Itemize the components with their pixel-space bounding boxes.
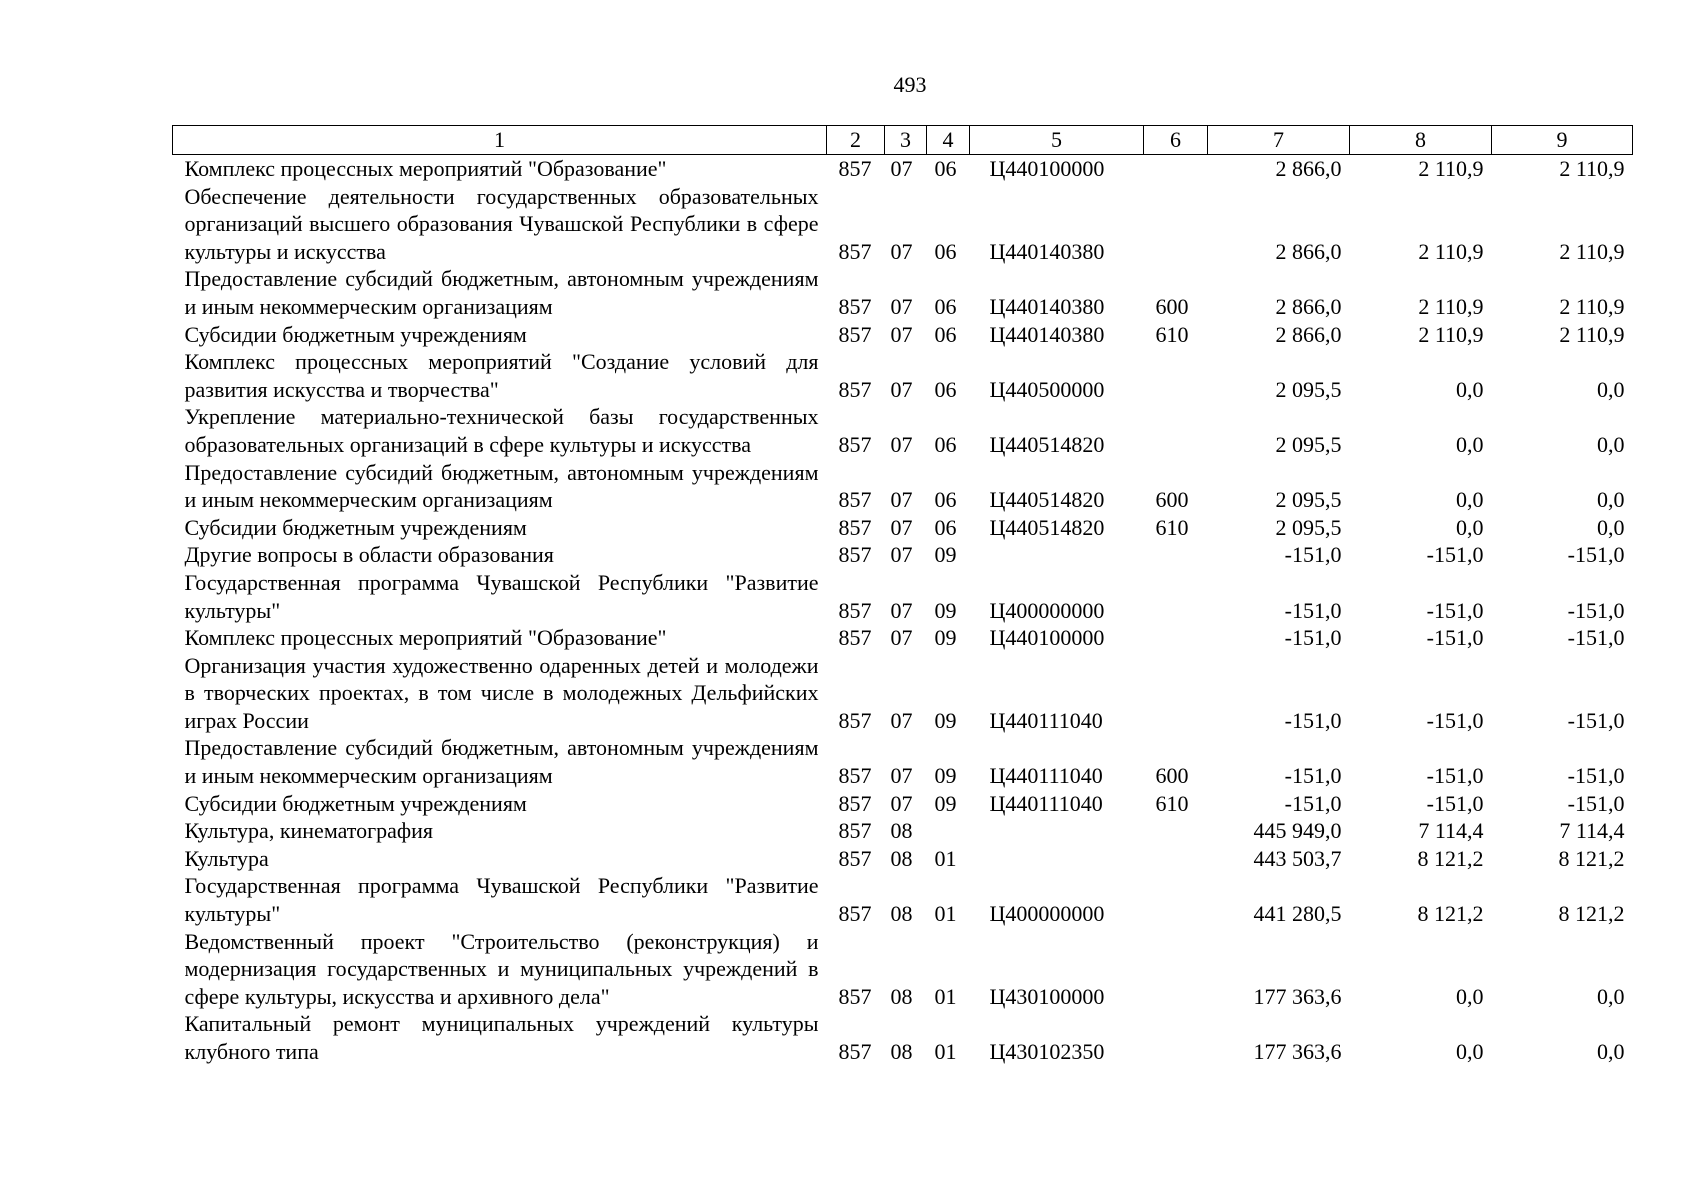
row-description: Комплекс процессных мероприятий "Образование"	[184, 625, 667, 651]
subsection-code: 01	[934, 1039, 957, 1064]
row-description: Организация участия художественно одаренных детей и молодежи в творческих проектах, в том числе в молодежных Дельфийских играх России	[184, 652, 819, 733]
expense-type-code: 600	[1155, 763, 1189, 789]
subsection-code: 06	[934, 293, 957, 319]
amount-col-9: -151,0	[1567, 597, 1625, 623]
target-article-code: Ц440514820	[989, 431, 1105, 457]
table-row	[173, 348, 1633, 403]
amount-col-8: 8 121,2	[1417, 845, 1484, 871]
amount-col-9: 0,0	[1597, 1039, 1625, 1064]
subsection-code: 09	[934, 790, 957, 816]
amount-col-8: 8 121,2	[1417, 901, 1484, 927]
amount-col-8: 0,0	[1456, 983, 1484, 1009]
row-description: Другие вопросы в области образования	[184, 542, 554, 568]
subsection-code: 06	[934, 431, 957, 457]
amount-col-7: 2 866,0	[1275, 156, 1342, 181]
amount-col-7: 2 095,5	[1275, 431, 1342, 457]
amount-col-8: 7 114,4	[1418, 818, 1484, 844]
target-article-code: Ц440514820	[989, 514, 1105, 540]
subsection-code: 01	[934, 901, 957, 927]
budget-table	[172, 125, 1633, 1066]
ministry-code: 857	[838, 293, 872, 319]
subsection-code: 06	[934, 487, 957, 513]
target-article-code: Ц400000000	[989, 597, 1105, 623]
table-row	[173, 652, 1633, 735]
amount-col-9: -151,0	[1567, 790, 1625, 816]
target-article-code: Ц440500000	[989, 376, 1105, 402]
amount-col-7: 441 280,5	[1253, 901, 1342, 927]
amount-col-9: 7 114,4	[1559, 818, 1625, 844]
subsection-code: 06	[934, 514, 957, 540]
table-row	[173, 790, 1633, 818]
section-code: 07	[890, 597, 913, 623]
amount-col-8: 2 110,9	[1418, 293, 1484, 319]
amount-col-9: -151,0	[1567, 625, 1625, 651]
target-article-code: Ц440514820	[989, 487, 1105, 513]
row-description: Комплекс процессных мероприятий "Образование"	[184, 156, 667, 181]
header-row	[173, 126, 1633, 155]
amount-col-7: 2 866,0	[1275, 238, 1342, 264]
section-code: 08	[890, 1039, 913, 1064]
row-description: Культура	[184, 845, 269, 871]
section-code: 08	[890, 983, 913, 1009]
amount-col-8: -151,0	[1426, 542, 1484, 568]
ministry-code: 857	[838, 845, 872, 871]
amount-col-9: -151,0	[1567, 763, 1625, 789]
expense-type-code: 610	[1155, 514, 1189, 540]
section-code: 07	[890, 321, 913, 347]
section-code: 07	[890, 763, 913, 789]
target-article-code: Ц430102350	[989, 1039, 1105, 1064]
table-row	[173, 845, 1633, 873]
target-article-code: Ц440140380	[989, 293, 1105, 319]
row-description: Обеспечение деятельности государственных образовательных организаций высшего образования Чувашской Республики в сфере культуры и искусства	[184, 183, 819, 264]
expense-type-code	[1144, 845, 1208, 873]
amount-col-9: 2 110,9	[1559, 238, 1625, 264]
subsection-code: 01	[934, 983, 957, 1009]
row-description: Субсидии бюджетным учреждениям	[184, 514, 527, 540]
amount-col-8: -151,0	[1426, 763, 1484, 789]
ministry-code: 857	[838, 156, 872, 181]
row-description: Предоставление субсидий бюджетным, автономным учреждениям и иным некоммерческим организациям	[184, 266, 819, 319]
subsection-code: 06	[934, 156, 957, 181]
expense-type-code	[1144, 348, 1208, 403]
amount-col-7: 2 095,5	[1275, 487, 1342, 513]
expense-type-code: 600	[1155, 487, 1189, 513]
amount-col-9: 0,0	[1597, 514, 1625, 540]
expense-type-code	[1144, 541, 1208, 569]
table-row	[173, 624, 1633, 652]
amount-col-9: 0,0	[1597, 487, 1625, 513]
ministry-code: 857	[838, 487, 872, 513]
row-description: Капитальный ремонт муниципальных учреждений культуры клубного типа	[184, 1011, 819, 1064]
expense-type-code	[1144, 652, 1208, 735]
section-code: 07	[890, 156, 913, 181]
amount-col-7: 2 866,0	[1275, 321, 1342, 347]
target-article-code: Ц400000000	[989, 901, 1105, 927]
amount-col-9: 8 121,2	[1558, 901, 1625, 927]
amount-col-7: 177 363,6	[1253, 983, 1342, 1009]
subsection-code: 06	[934, 376, 957, 402]
amount-col-9: 2 110,9	[1559, 321, 1625, 347]
expense-type-code: 610	[1155, 790, 1189, 816]
section-code: 08	[890, 901, 913, 927]
expense-type-code	[1144, 569, 1208, 624]
expense-type-code	[1144, 872, 1208, 927]
ministry-code: 857	[838, 321, 872, 347]
ministry-code: 857	[838, 431, 872, 457]
expense-type-code: 600	[1155, 293, 1189, 319]
row-description: Культура, кинематография	[184, 818, 434, 844]
amount-col-8: 0,0	[1456, 1039, 1484, 1064]
col-header-1: 1	[173, 126, 827, 155]
amount-col-7: 443 503,7	[1253, 845, 1342, 871]
col-header-3: 3	[885, 126, 927, 155]
amount-col-7: -151,0	[1284, 542, 1342, 568]
table-row	[173, 183, 1633, 266]
table-row	[173, 734, 1633, 789]
ministry-code: 857	[838, 376, 872, 402]
amount-col-9: 0,0	[1597, 983, 1625, 1009]
amount-col-8: 0,0	[1456, 514, 1484, 540]
amount-col-7: 2 095,5	[1275, 514, 1342, 540]
target-article-code	[970, 845, 1144, 873]
row-description: Субсидии бюджетным учреждениям	[184, 790, 527, 816]
amount-col-7: 2 866,0	[1275, 293, 1342, 319]
table-row	[173, 321, 1633, 349]
col-header-5: 5	[970, 126, 1144, 155]
ministry-code: 857	[838, 625, 872, 651]
target-article-code: Ц440140380	[989, 321, 1105, 347]
amount-col-8: -151,0	[1426, 597, 1484, 623]
subsection-code: 09	[934, 763, 957, 789]
expense-type-code	[1144, 1010, 1208, 1065]
section-code: 07	[890, 431, 913, 457]
subsection-code: 06	[934, 321, 957, 347]
ministry-code: 857	[838, 514, 872, 540]
expense-type-code	[1144, 183, 1208, 266]
subsection-code	[927, 817, 970, 845]
ministry-code: 857	[838, 901, 872, 927]
amount-col-8: 2 110,9	[1418, 156, 1484, 181]
ministry-code: 857	[838, 542, 872, 568]
col-header-2: 2	[827, 126, 885, 155]
amount-col-8: 0,0	[1456, 431, 1484, 457]
subsection-code: 09	[934, 707, 957, 733]
target-article-code: Ц440100000	[989, 625, 1105, 651]
amount-col-8: -151,0	[1426, 707, 1484, 733]
amount-col-7: -151,0	[1284, 625, 1342, 651]
ministry-code: 857	[838, 597, 872, 623]
ministry-code: 857	[838, 1039, 872, 1064]
amount-col-9: 0,0	[1597, 431, 1625, 457]
target-article-code: Ц440100000	[989, 156, 1105, 181]
amount-col-8: 0,0	[1456, 376, 1484, 402]
section-code: 08	[890, 845, 913, 871]
target-article-code	[970, 541, 1144, 569]
page-number: 493	[893, 72, 927, 97]
table-row	[173, 817, 1633, 845]
col-header-6: 6	[1144, 126, 1208, 155]
amount-col-8: 0,0	[1456, 487, 1484, 513]
row-description: Предоставление субсидий бюджетным, автономным учреждениям и иным некоммерческим организациям	[184, 735, 819, 789]
section-code: 07	[890, 487, 913, 513]
col-header-7: 7	[1208, 126, 1350, 155]
target-article-code: Ц440111040	[989, 763, 1103, 789]
table-row	[173, 265, 1633, 320]
table-row	[173, 514, 1633, 542]
amount-col-7: -151,0	[1284, 707, 1342, 733]
amount-col-9: -151,0	[1567, 707, 1625, 733]
expense-type-code	[1144, 155, 1208, 183]
expense-type-code	[1144, 403, 1208, 458]
subsection-code: 09	[934, 542, 957, 568]
section-code: 07	[890, 790, 913, 816]
subsection-code: 01	[934, 845, 957, 871]
section-code: 07	[890, 514, 913, 540]
table-row	[173, 541, 1633, 569]
subsection-code: 09	[934, 625, 957, 651]
col-header-4: 4	[927, 126, 970, 155]
table-row	[173, 569, 1633, 624]
expense-type-code	[1144, 928, 1208, 1011]
row-description: Предоставление субсидий бюджетным, автономным учреждениям и иным некоммерческим организациям	[184, 459, 819, 513]
table-row	[173, 928, 1633, 1011]
table-row	[173, 155, 1633, 183]
target-article-code: Ц440111040	[989, 790, 1103, 816]
row-description: Субсидии бюджетным учреждениям	[184, 321, 527, 347]
section-code: 07	[890, 707, 913, 733]
amount-col-9: 0,0	[1597, 376, 1625, 402]
ministry-code: 857	[838, 983, 872, 1009]
row-description: Комплекс процессных мероприятий "Создание условий для развития искусства и творчества"	[184, 349, 819, 402]
amount-col-8: 2 110,9	[1418, 238, 1484, 264]
amount-col-8: 2 110,9	[1418, 321, 1484, 347]
amount-col-9: 8 121,2	[1558, 845, 1625, 871]
expense-type-code	[1144, 817, 1208, 845]
amount-col-7: 177 363,6	[1253, 1039, 1342, 1064]
ministry-code: 857	[838, 818, 872, 844]
target-article-code: Ц440111040	[989, 707, 1103, 733]
amount-col-9: -151,0	[1567, 542, 1625, 568]
amount-col-7: -151,0	[1284, 763, 1342, 789]
amount-col-7: 445 949,0	[1253, 818, 1342, 844]
section-code: 07	[890, 376, 913, 402]
subsection-code: 09	[934, 597, 957, 623]
col-header-8: 8	[1350, 126, 1492, 155]
ministry-code: 857	[838, 238, 872, 264]
amount-col-9: 2 110,9	[1559, 156, 1625, 181]
table-row	[173, 459, 1633, 514]
amount-col-8: -151,0	[1426, 625, 1484, 651]
row-description: Укрепление материально-технической базы государственных образовательных организаций в сфере культуры и искусства	[184, 404, 819, 457]
col-header-9: 9	[1492, 126, 1633, 155]
target-article-code	[970, 817, 1144, 845]
section-code: 07	[890, 625, 913, 651]
expense-type-code	[1144, 624, 1208, 652]
section-code: 07	[890, 542, 913, 568]
row-description: Государственная программа Чувашской Республики "Развитие культуры"	[184, 569, 819, 623]
row-description: Ведомственный проект "Строительство (реконструкция) и модернизация государственных и муниципальных учреждений в сфере культуры, искусства и архивного дела"	[184, 928, 819, 1009]
amount-col-8: -151,0	[1426, 790, 1484, 816]
amount-col-7: -151,0	[1284, 790, 1342, 816]
row-description: Государственная программа Чувашской Республики "Развитие культуры"	[184, 873, 819, 927]
section-code: 07	[890, 238, 913, 264]
expense-type-code: 610	[1155, 321, 1189, 347]
amount-col-7: -151,0	[1284, 597, 1342, 623]
table-row	[173, 872, 1633, 927]
target-article-code: Ц430100000	[989, 983, 1105, 1009]
table-row	[173, 403, 1633, 458]
ministry-code: 857	[838, 790, 872, 816]
amount-col-9: 2 110,9	[1559, 293, 1625, 319]
section-code: 08	[890, 818, 913, 844]
ministry-code: 857	[838, 763, 872, 789]
section-code: 07	[890, 293, 913, 319]
subsection-code: 06	[934, 238, 957, 264]
table-row	[173, 1010, 1633, 1065]
amount-col-7: 2 095,5	[1275, 376, 1342, 402]
ministry-code: 857	[838, 707, 872, 733]
target-article-code: Ц440140380	[989, 238, 1105, 264]
